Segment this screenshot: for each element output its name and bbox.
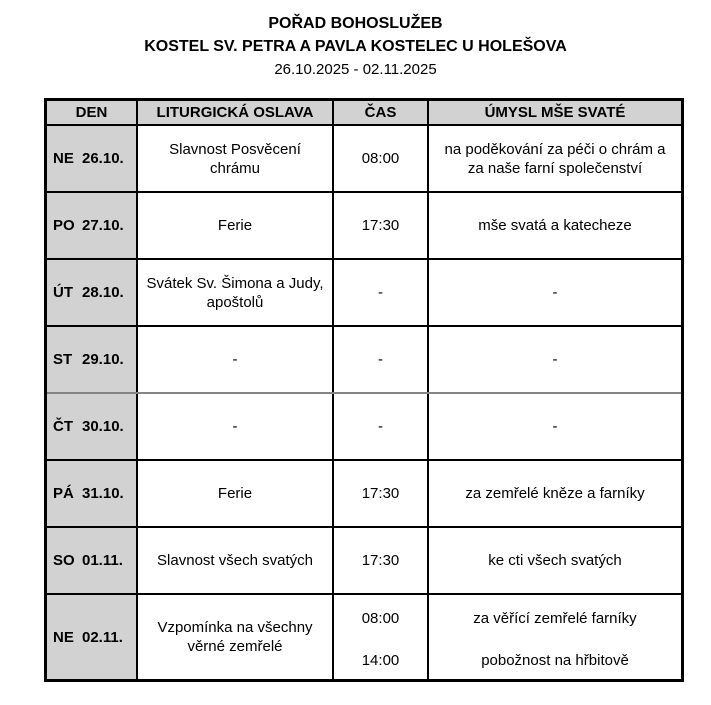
celebration-cell: Slavnost všech svatých xyxy=(138,528,334,593)
table-row xyxy=(47,528,681,595)
day-date: 26.10. xyxy=(82,150,124,167)
day-cell xyxy=(47,126,138,191)
header-cell-umysl-mse-svate: ÚMYSL MŠE SVATÉ xyxy=(484,104,626,121)
day-abbrev: ST xyxy=(53,351,73,368)
celebration-cell: Ferie xyxy=(138,461,334,526)
celebration-cell: Ferie xyxy=(138,193,334,258)
table-row xyxy=(47,126,681,193)
table-row xyxy=(47,394,681,461)
intention-text: - xyxy=(552,284,558,301)
table-row xyxy=(47,595,681,679)
time-cell xyxy=(334,461,429,526)
day-cell xyxy=(47,528,138,593)
celebration-cell: Vzpomínka na všechny věrné zemřelé xyxy=(138,595,334,679)
day-cell xyxy=(47,461,138,526)
day-date: 01.11. xyxy=(82,552,123,569)
day-abbrev: NE xyxy=(53,150,74,167)
time-cell xyxy=(334,193,429,258)
day-date: 29.10. xyxy=(82,351,124,368)
intention-cell xyxy=(429,595,681,679)
celebration-cell: - xyxy=(138,394,334,459)
time-cell xyxy=(334,528,429,593)
day-cell xyxy=(47,327,138,392)
day-cell xyxy=(47,193,138,258)
time-value: - xyxy=(378,284,383,301)
day-abbrev: PO xyxy=(53,217,75,234)
intention-text: pobožnost na hřbitově xyxy=(481,651,629,669)
intention-text: mše svatá a katecheze xyxy=(478,217,632,234)
day-date: 02.11. xyxy=(82,628,123,646)
intention-cell xyxy=(429,193,681,258)
day-date: 27.10. xyxy=(82,217,124,234)
time-cell xyxy=(334,260,429,325)
celebration-cell: Slavnost Posvěcení chrámu xyxy=(138,126,334,191)
day-abbrev: ČT xyxy=(53,418,73,435)
intention-text: - xyxy=(552,351,558,368)
time-value: 17:30 xyxy=(361,217,400,234)
intention-text: za zemřelé kněze a farníky xyxy=(465,485,645,502)
day-cell xyxy=(47,595,138,679)
table-row xyxy=(47,327,681,394)
time-cell xyxy=(334,394,429,459)
header-cell-cas: ČAS xyxy=(334,101,429,124)
time-value: 17:30 xyxy=(361,485,400,502)
intention-cell xyxy=(429,461,681,526)
intention-cell xyxy=(429,528,681,593)
time-value: 08:00 xyxy=(361,609,400,627)
table-header-row xyxy=(47,101,681,126)
intention-cell xyxy=(429,126,681,191)
table-row xyxy=(47,260,681,327)
intention-cell xyxy=(429,394,681,459)
time-value: - xyxy=(378,351,383,368)
time-value: 17:30 xyxy=(361,552,400,569)
schedule-table xyxy=(44,98,684,682)
celebration-cell: Svátek Sv. Šimona a Judy, apoštolů xyxy=(138,260,334,325)
intention-text: ke cti všech svatých xyxy=(488,552,622,569)
time-value: - xyxy=(378,418,383,435)
header-cell-den: DEN xyxy=(47,101,138,124)
church-name: KOSTEL SV. PETRA A PAVLA KOSTELEC U HOLEŠOVA xyxy=(144,38,567,55)
time-cell xyxy=(334,595,429,679)
table-body xyxy=(47,126,681,679)
intention-text: na poděkování za péči o chrám a za naše farní společenství xyxy=(444,140,666,177)
day-cell xyxy=(47,394,138,459)
date-range: 26.10.2025 - 02.11.2025 xyxy=(274,61,437,78)
intention-text: - xyxy=(552,418,558,435)
time-value: 14:00 xyxy=(361,651,400,669)
intention-text: za věřící zemřelé farníky xyxy=(473,609,637,627)
intention-cell xyxy=(429,327,681,392)
table-row xyxy=(47,461,681,528)
day-date: 31.10. xyxy=(82,485,124,502)
celebration-cell: - xyxy=(138,327,334,392)
intention-cell xyxy=(429,260,681,325)
document-title: POŘAD BOHOSLUŽEB xyxy=(268,15,443,32)
day-date: 28.10. xyxy=(82,284,124,301)
day-date: 30.10. xyxy=(82,418,124,435)
time-cell xyxy=(334,126,429,191)
day-abbrev: PÁ xyxy=(53,485,74,502)
time-value: 08:00 xyxy=(361,150,400,167)
table-row xyxy=(47,193,681,260)
document-header xyxy=(0,0,711,80)
day-abbrev: SO xyxy=(53,552,75,569)
day-cell xyxy=(47,260,138,325)
time-cell xyxy=(334,327,429,392)
day-abbrev: NE xyxy=(53,628,74,646)
header-cell-liturgicka-oslava: LITURGICKÁ OSLAVA xyxy=(138,101,334,124)
day-abbrev: ÚT xyxy=(53,284,73,301)
